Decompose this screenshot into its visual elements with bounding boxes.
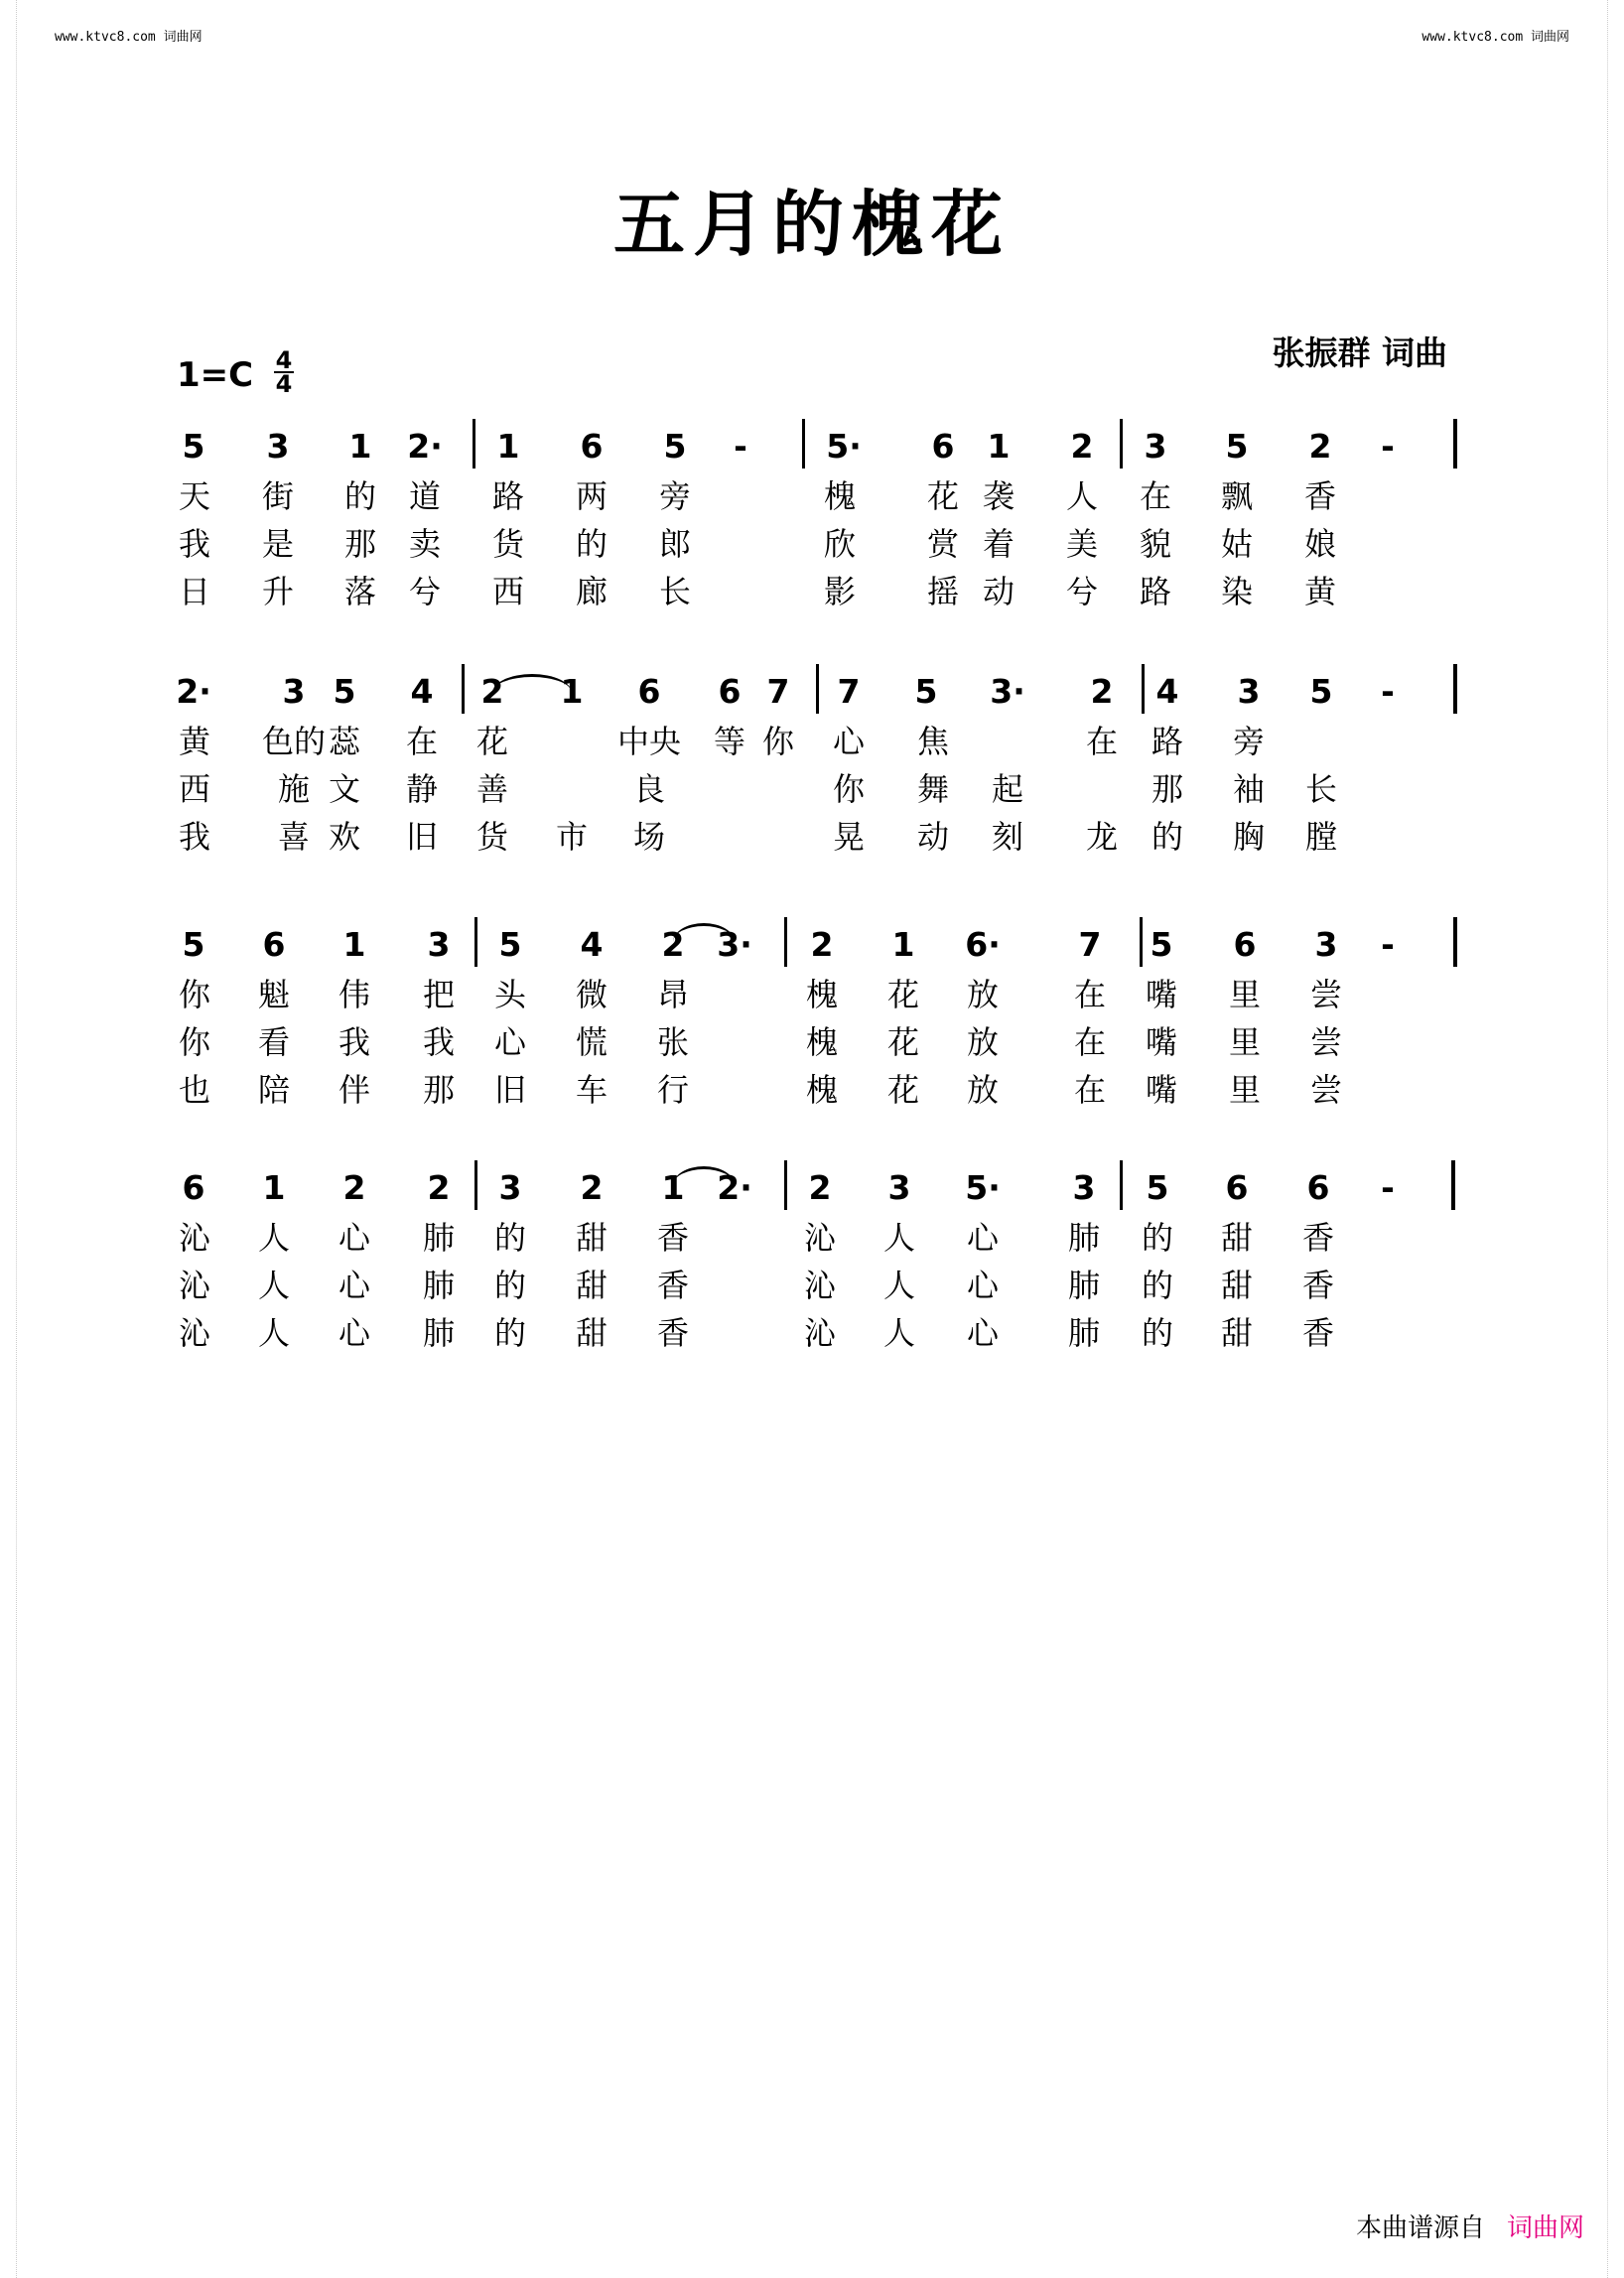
lyric-syllable: 在 (1085, 723, 1119, 760)
lyric-syllable: 文 (328, 770, 361, 808)
lyric-syllable: 两 (575, 477, 609, 515)
time-signature (274, 346, 294, 398)
score-note: 2 (427, 1168, 451, 1207)
lyric-syllable: 的 (1141, 1314, 1174, 1352)
lyric-syllable: 我 (422, 1023, 456, 1061)
lyric-syllable: 香 (1301, 1314, 1335, 1352)
lyric-syllable: 嘴 (1145, 976, 1178, 1013)
lyric-syllable: 放 (966, 976, 1000, 1013)
lyric-syllable: 里 (1228, 1023, 1262, 1061)
lyric-syllable: 舞 (916, 770, 950, 808)
lyric-syllable: 尝 (1309, 1071, 1343, 1109)
lyric-syllable: 膛 (1304, 818, 1338, 856)
lyric-syllable: 长 (1304, 770, 1338, 808)
lyric-syllable: 路 (491, 477, 525, 515)
lyric-syllable: 路 (1150, 723, 1184, 760)
bar-line (462, 664, 465, 714)
score-note: 2· (407, 427, 443, 466)
footer-brand: 词曲网 (1506, 2213, 1584, 2243)
score-note: 7 (837, 672, 861, 711)
lyric-syllable: 日 (178, 573, 211, 610)
lyric-syllable: 心 (493, 1023, 527, 1061)
score-note: 1 (262, 1168, 286, 1207)
bar-line (802, 419, 805, 469)
score-note: 5 (333, 672, 356, 711)
lyric-syllable: 善 (475, 770, 509, 808)
lyric-syllable: 尝 (1309, 1023, 1343, 1061)
score-note: - (1381, 1168, 1395, 1207)
score-note: 5 (182, 427, 205, 466)
lyric-syllable: 的 (575, 525, 609, 563)
bar-line (1453, 419, 1457, 469)
score-note: 3 (282, 672, 306, 711)
bar-line (474, 1160, 477, 1210)
score-note: 2· (717, 1168, 752, 1207)
lyric-syllable: 的 (493, 1267, 527, 1304)
bar-line (784, 1160, 787, 1210)
lyric-syllable: 焦 (916, 723, 950, 760)
lyric-syllable: 道 (408, 477, 442, 515)
score-note: 2 (1090, 672, 1114, 711)
bar-line (1140, 917, 1143, 967)
score-note: 6 (1225, 1168, 1249, 1207)
lyric-syllable: 槐 (823, 477, 857, 515)
lyric-syllable: 花 (475, 723, 509, 760)
lyric-syllable: 黄 (178, 723, 211, 760)
lyric-syllable: 良 (632, 770, 666, 808)
lyric-syllable: 落 (343, 573, 377, 610)
footer-source-text: 本曲谱源自 (1355, 2213, 1485, 2243)
bar-line (473, 419, 475, 469)
lyric-syllable: 甜 (575, 1267, 609, 1304)
lyric-syllable: 路 (1139, 573, 1172, 610)
lyric-syllable: 你 (832, 770, 866, 808)
footer-source (1356, 2208, 1584, 2244)
score-note: 2 (1070, 427, 1094, 466)
lyric-syllable: 心 (338, 1267, 371, 1304)
lyric-syllable: 甜 (1220, 1219, 1254, 1257)
lyric-syllable: 香 (656, 1219, 690, 1257)
score-note: 1 (342, 925, 366, 964)
lyric-syllable: 欢 (328, 818, 361, 856)
score-note: 1 (496, 427, 520, 466)
bar-line (1453, 917, 1457, 967)
score-note: 3· (990, 672, 1025, 711)
score-note: 3· (717, 925, 752, 964)
lyric-syllable: 动 (982, 573, 1015, 610)
lyric-syllable: 花 (886, 1071, 920, 1109)
lyric-syllable: 肺 (422, 1267, 456, 1304)
score-note: 3 (1144, 427, 1167, 466)
header-right-url: www.ktvc8.com 词曲网 (1421, 30, 1569, 45)
lyric-syllable: 飘 (1220, 477, 1254, 515)
lyric-syllable: 黄 (1303, 573, 1337, 610)
lyric-syllable: 沁 (178, 1314, 211, 1352)
score-note: 5 (1150, 925, 1173, 964)
lyric-syllable: 香 (1303, 477, 1337, 515)
score-note: 3 (427, 925, 451, 964)
lyric-syllable: 肺 (1067, 1314, 1101, 1352)
lyric-syllable: 长 (658, 573, 692, 610)
bar-line (1120, 1160, 1123, 1210)
lyric-syllable: 色的 (261, 723, 327, 760)
lyric-syllable: 升 (261, 573, 295, 610)
key-signature: 1=C (177, 355, 254, 395)
lyric-syllable: 娘 (1303, 525, 1337, 563)
lyric-syllable: 也 (178, 1071, 211, 1109)
lyric-syllable: 我 (178, 525, 211, 563)
score-note: 3 (1237, 672, 1261, 711)
score-note: 2 (808, 1168, 832, 1207)
lyric-syllable: 刻 (991, 818, 1024, 856)
score-note: 4 (580, 925, 604, 964)
lyric-syllable: 车 (575, 1071, 609, 1109)
lyric-syllable: 魁 (257, 976, 291, 1013)
time-signature-bottom: 4 (275, 370, 293, 398)
lyric-syllable: 中央 (616, 723, 682, 760)
score-note: 7 (766, 672, 790, 711)
lyric-syllable: 施 (277, 770, 311, 808)
lyric-syllable: 槐 (805, 1071, 839, 1109)
lyric-syllable: 那 (422, 1071, 456, 1109)
lyric-syllable: 你 (178, 976, 211, 1013)
lyric-syllable: 喜 (277, 818, 311, 856)
lyric-syllable: 姑 (1220, 525, 1254, 563)
lyric-syllable: 放 (966, 1023, 1000, 1061)
lyric-syllable: 甜 (1220, 1314, 1254, 1352)
score-note: 5 (914, 672, 938, 711)
lyric-syllable: 甜 (575, 1314, 609, 1352)
lyric-syllable: 在 (1139, 477, 1172, 515)
lyric-syllable: 胸 (1232, 818, 1266, 856)
score-note: 5 (498, 925, 522, 964)
lyric-syllable: 嘴 (1145, 1023, 1178, 1061)
lyric-syllable: 肺 (422, 1219, 456, 1257)
bar-line (1453, 664, 1457, 714)
score-note: 6· (965, 925, 1001, 964)
score-note: 6 (1306, 1168, 1330, 1207)
lyric-syllable: 尝 (1309, 976, 1343, 1013)
lyric-syllable: 欣 (823, 525, 857, 563)
lyric-syllable: 里 (1228, 1071, 1262, 1109)
score-note: 4 (410, 672, 434, 711)
lyric-syllable: 人 (882, 1267, 916, 1304)
composer-credit: 张振群 词曲 (1272, 334, 1447, 372)
score-note: - (734, 427, 747, 466)
score-note: - (1381, 672, 1395, 711)
lyric-syllable: 蕊 (328, 723, 361, 760)
lyric-syllable: 放 (966, 1071, 1000, 1109)
lyric-syllable: 动 (916, 818, 950, 856)
bar-line (474, 917, 477, 967)
bar-line (816, 664, 819, 714)
lyric-syllable: 心 (966, 1267, 1000, 1304)
lyric-syllable: 昂 (656, 976, 690, 1013)
score-note: 2 (342, 1168, 366, 1207)
lyric-syllable: 伟 (338, 976, 371, 1013)
score-note: 5· (826, 427, 862, 466)
lyric-syllable: 在 (1073, 976, 1107, 1013)
lyric-syllable: 染 (1220, 573, 1254, 610)
lyric-syllable: 影 (823, 573, 857, 610)
score-note: 6 (182, 1168, 205, 1207)
lyric-syllable: 赏 (926, 525, 960, 563)
lyric-syllable: 静 (405, 770, 439, 808)
lyric-syllable: 在 (1073, 1071, 1107, 1109)
lyric-syllable: 香 (656, 1314, 690, 1352)
score-note: 3 (1314, 925, 1338, 964)
score-note: 6 (637, 672, 661, 711)
lyric-syllable: 香 (656, 1267, 690, 1304)
lyric-syllable: 的 (493, 1219, 527, 1257)
score-note: 1 (987, 427, 1011, 466)
lyric-syllable: 场 (632, 818, 666, 856)
lyric-syllable: 甜 (1220, 1267, 1254, 1304)
lyric-syllable: 袖 (1232, 770, 1266, 808)
lyric-syllable: 甜 (575, 1219, 609, 1257)
page-title: 五月的槐花 (612, 182, 1011, 266)
lyric-syllable: 里 (1228, 976, 1262, 1013)
bar-line (784, 917, 787, 967)
score-note: 4 (1155, 672, 1179, 711)
score-note: 5· (965, 1168, 1001, 1207)
lyric-syllable: 是 (261, 525, 295, 563)
lyric-syllable: 肺 (422, 1314, 456, 1352)
time-signature-top: 4 (275, 346, 293, 374)
lyric-syllable: 晃 (832, 818, 866, 856)
score-note: 6 (262, 925, 286, 964)
lyric-syllable: 沁 (178, 1219, 211, 1257)
lyric-syllable: 郎 (658, 525, 692, 563)
lyric-syllable: 肺 (1067, 1219, 1101, 1257)
lyric-syllable: 兮 (1065, 573, 1099, 610)
left-watermark-strip (0, 0, 17, 2278)
lyric-syllable: 慌 (575, 1023, 609, 1061)
lyric-syllable: 槐 (805, 976, 839, 1013)
score-note: 7 (1078, 925, 1102, 964)
lyric-syllable: 把 (422, 976, 456, 1013)
score-note: 6 (580, 427, 604, 466)
header-left-url: www.ktvc8.com 词曲网 (55, 30, 203, 45)
lyric-syllable: 头 (493, 976, 527, 1013)
lyric-syllable: 你 (178, 1023, 211, 1061)
score-note: 2 (810, 925, 834, 964)
lyric-syllable: 旧 (493, 1071, 527, 1109)
lyric-syllable: 微 (575, 976, 609, 1013)
score-note: 1 (891, 925, 915, 964)
lyric-syllable: 货 (491, 525, 525, 563)
lyric-syllable: 人 (257, 1267, 291, 1304)
score-note: 2 (1308, 427, 1332, 466)
lyric-syllable: 的 (1150, 818, 1184, 856)
lyric-syllable: 我 (338, 1023, 371, 1061)
lyric-syllable: 卖 (408, 525, 442, 563)
lyric-syllable: 人 (882, 1314, 916, 1352)
lyric-syllable: 肺 (1067, 1267, 1101, 1304)
score-note: 6 (1233, 925, 1257, 964)
lyric-syllable: 起 (991, 770, 1024, 808)
score-note: 3 (266, 427, 290, 466)
lyric-syllable: 旁 (1232, 723, 1266, 760)
score-note: 2· (176, 672, 211, 711)
lyric-syllable: 香 (1301, 1267, 1335, 1304)
lyric-syllable: 着 (982, 525, 1015, 563)
lyric-syllable: 兮 (408, 573, 442, 610)
lyric-syllable: 袭 (982, 477, 1015, 515)
score-note: 6 (718, 672, 742, 711)
lyric-syllable: 心 (966, 1314, 1000, 1352)
lyric-syllable: 看 (257, 1023, 291, 1061)
score-note: - (1381, 427, 1395, 466)
lyric-syllable: 花 (886, 976, 920, 1013)
lyric-syllable: 行 (656, 1071, 690, 1109)
lyric-syllable: 市 (555, 818, 589, 856)
score-note: 5 (182, 925, 205, 964)
lyric-syllable: 沁 (178, 1267, 211, 1304)
right-watermark-strip (1607, 0, 1624, 2278)
lyric-syllable: 那 (343, 525, 377, 563)
lyric-syllable: 摇 (926, 573, 960, 610)
lyric-syllable: 花 (926, 477, 960, 515)
score-note: 3 (887, 1168, 911, 1207)
lyric-syllable: 沁 (803, 1314, 837, 1352)
score-note: 6 (931, 427, 955, 466)
lyric-syllable: 槐 (805, 1023, 839, 1061)
lyric-syllable: 旁 (658, 477, 692, 515)
score-note: 3 (1072, 1168, 1096, 1207)
lyric-syllable: 你 (761, 723, 795, 760)
score-note: 2 (661, 925, 685, 964)
lyric-syllable: 貌 (1139, 525, 1172, 563)
score-note: 5 (1146, 1168, 1169, 1207)
score-note: 2 (580, 1168, 604, 1207)
score-note: 5 (1225, 427, 1249, 466)
lyric-syllable: 在 (1073, 1023, 1107, 1061)
lyric-syllable: 心 (338, 1219, 371, 1257)
lyric-syllable: 心 (338, 1314, 371, 1352)
lyric-syllable: 心 (966, 1219, 1000, 1257)
score-note: 2 (480, 672, 504, 711)
lyric-syllable: 西 (178, 770, 211, 808)
lyric-syllable: 的 (1141, 1267, 1174, 1304)
lyric-syllable: 人 (1065, 477, 1099, 515)
bar-line (1142, 664, 1145, 714)
lyric-syllable: 的 (1141, 1219, 1174, 1257)
lyric-syllable: 街 (261, 477, 295, 515)
lyric-syllable: 人 (257, 1219, 291, 1257)
lyric-syllable: 我 (178, 818, 211, 856)
lyric-syllable: 沁 (803, 1267, 837, 1304)
lyric-syllable: 张 (656, 1023, 690, 1061)
score-note: - (1381, 925, 1395, 964)
score-note: 1 (661, 1168, 685, 1207)
lyric-syllable: 的 (493, 1314, 527, 1352)
score-note: 1 (348, 427, 372, 466)
lyric-syllable: 廊 (575, 573, 609, 610)
lyric-syllable: 美 (1065, 525, 1099, 563)
lyric-syllable: 的 (343, 477, 377, 515)
lyric-syllable: 人 (882, 1219, 916, 1257)
score-note: 3 (498, 1168, 522, 1207)
lyric-syllable: 香 (1301, 1219, 1335, 1257)
lyric-syllable: 天 (178, 477, 211, 515)
lyric-syllable: 在 (405, 723, 439, 760)
lyric-syllable: 沁 (803, 1219, 837, 1257)
bar-line (1451, 1160, 1455, 1210)
lyric-syllable: 西 (491, 573, 525, 610)
bar-line (1120, 419, 1123, 469)
lyric-syllable: 那 (1150, 770, 1184, 808)
lyric-syllable: 嘴 (1145, 1071, 1178, 1109)
lyric-syllable: 等 (713, 723, 746, 760)
lyric-syllable: 花 (886, 1023, 920, 1061)
score-note: 1 (560, 672, 584, 711)
lyric-syllable: 旧 (405, 818, 439, 856)
lyric-syllable: 伴 (338, 1071, 371, 1109)
score-note: 5 (1309, 672, 1333, 711)
lyric-syllable: 人 (257, 1314, 291, 1352)
score-note: 5 (663, 427, 687, 466)
lyric-syllable: 心 (832, 723, 866, 760)
lyric-syllable: 货 (475, 818, 509, 856)
lyric-syllable: 龙 (1085, 818, 1119, 856)
lyric-syllable: 陪 (257, 1071, 291, 1109)
